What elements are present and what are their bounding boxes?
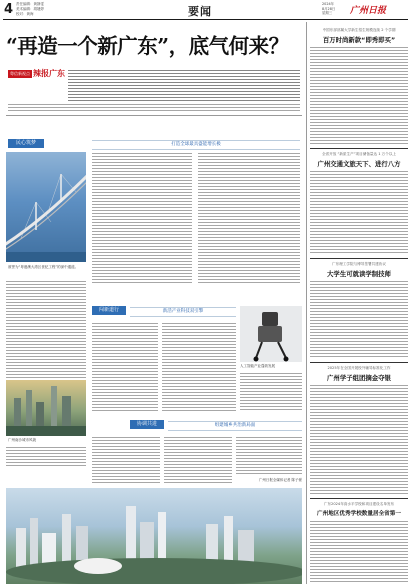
sidebar-story-4-kicker: 2025年在全国开展校外辅导标准化工作 xyxy=(327,366,391,370)
sidebar-rule-2 xyxy=(310,258,408,259)
sidebar-story-1-kicker: 中国东部部属大学新生招生规模连续 2 个学期 xyxy=(322,28,396,32)
city-photo xyxy=(6,380,86,436)
industry-text-2 xyxy=(162,322,236,412)
sidebar-rule-4 xyxy=(310,498,408,499)
coordination-text-1 xyxy=(92,436,160,484)
robot-caption: 人工智能产业蓬勃发展 xyxy=(240,364,275,368)
section-title-infrastructure: 打造全球最具盛能增长极 xyxy=(92,140,300,150)
sidebar-story-5-kicker: 广东2024年高水平学校和项目建设名单发布 xyxy=(323,502,395,506)
sidebar-story-5-text xyxy=(310,520,408,582)
main-headline: “再造一个新广东”，底气何来？ xyxy=(6,34,289,58)
editor-line-2: 美术编辑：胡婕婷 xyxy=(16,7,44,11)
sidebar-story-4-text xyxy=(310,384,408,494)
city-illustration xyxy=(6,380,86,436)
column-badge: 粤信新视点 xyxy=(10,71,30,76)
left-column-text-1 xyxy=(6,280,86,378)
sidebar-story-4-title: 广州学子组团摘金夺银 xyxy=(327,374,391,382)
lead-intro-text xyxy=(68,69,300,101)
footer-credit: 广州日报全媒体记者 陈子豪 xyxy=(258,478,302,482)
page-number: 4 xyxy=(4,2,14,17)
section-tag-infrastructure: 民心筑梦 xyxy=(8,139,44,148)
sidebar-story-5-title: 广州地区优秀学校数量居全省第一 xyxy=(317,511,401,517)
sidebar-story-2-kicker: 全省开放 “新质生产”项目储备量达 1 万个以上 xyxy=(321,152,397,156)
sidebar-story-3-kicker: 广东理工学院与博导签署共建协议 xyxy=(332,262,386,266)
issue-date: 2024年 8月28日 星期三 xyxy=(322,2,336,15)
sidebar-story-1-text xyxy=(310,46,408,144)
masthead-logo: 广州日报 xyxy=(350,6,387,16)
sidebar-story-2-title: 广州交通文旅天下、进行八方 xyxy=(317,160,401,168)
sidebar-rule-3 xyxy=(310,362,408,363)
coordination-text-3 xyxy=(236,436,302,476)
coordination-text-2 xyxy=(164,436,232,484)
sidebar-story-1-title: 百万时尚新款“即秀即买” xyxy=(322,36,396,44)
city-caption: 广州南沙城市风貌 xyxy=(8,438,36,442)
sidebar-story-2-text xyxy=(310,170,408,254)
robot-photo xyxy=(240,306,302,362)
industry-text-1 xyxy=(92,322,158,412)
section-title-coordination: 组建城乡共治新局面 xyxy=(168,421,302,431)
left-column-text-2 xyxy=(6,446,86,466)
column-divider xyxy=(306,22,307,584)
editor-line-1: 责任编辑：黄静雯 xyxy=(16,2,44,6)
editor-line-3: 校对：黄海 xyxy=(16,12,34,16)
column-logo: 辣报广东 xyxy=(33,68,65,78)
header-rule xyxy=(3,19,408,20)
sidebar-story-3-text xyxy=(310,280,408,358)
industry-text-3 xyxy=(240,372,302,412)
bridge-caption: 被誉为“粤港澳大湾区世纪工程”的深中通道。 xyxy=(8,265,79,269)
section-tag-industry: 闯新道行 xyxy=(92,306,126,315)
panorama-photo xyxy=(6,488,302,584)
section-name: 要闻 xyxy=(188,5,212,18)
section-tag-coordination: 协调共进 xyxy=(130,420,164,429)
infrastructure-text-2 xyxy=(198,152,300,284)
sidebar-rule-1 xyxy=(310,148,408,149)
bridge-photo xyxy=(6,152,86,262)
lead-rule xyxy=(6,115,302,116)
skyline-illustration xyxy=(6,488,302,584)
infrastructure-text-1 xyxy=(92,152,192,284)
section-title-industry: 新活产业科技双引擎 xyxy=(130,307,236,317)
robot-illustration xyxy=(240,306,302,362)
sidebar-story-3-title: 大学生可就读学制技师 xyxy=(327,270,391,278)
lead-byline xyxy=(8,103,300,111)
bridge-illustration xyxy=(6,152,86,262)
